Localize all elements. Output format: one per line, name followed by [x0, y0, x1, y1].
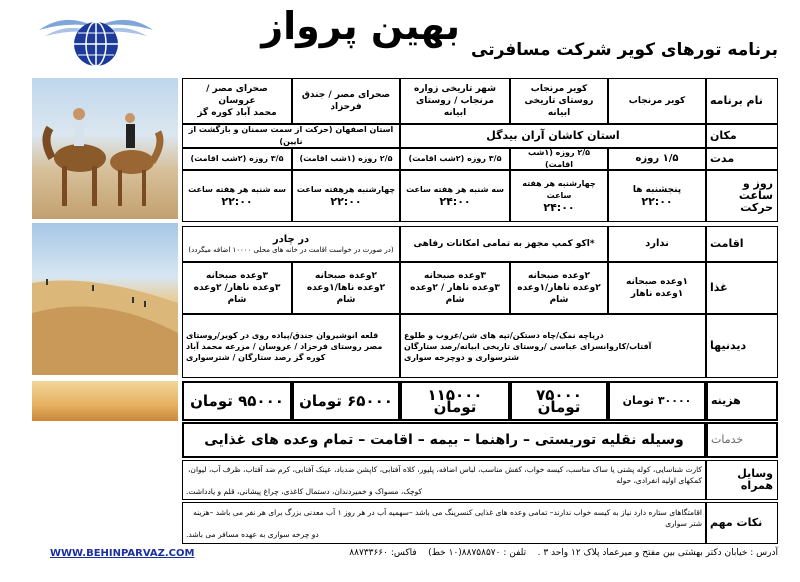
tour4-duration: ۲/۵ روزه (۱شب اقامت)	[292, 148, 400, 170]
sights-kashan: دریاچه نمک/چاه دستکن/تپه های شن/غروب و طلوع آفتاب/کاروانسرای عباسی /روستای تاریخی ابیانه/رصد ستارگان شترسواری و دوچرخه سواری	[400, 314, 706, 378]
tour4-depart: چهارشنبه هرهفته ساعت ۲۲:۰۰	[292, 170, 400, 222]
tour3-food: ۳وعده صبحانه ۳وعده ناهار / ۲وعده شام	[400, 262, 510, 314]
tour1-price: ۳۰۰۰۰ تومان	[608, 381, 706, 421]
tour5-duration: ۳/۵ روزه (۲شب اقامت)	[182, 148, 292, 170]
place-kashan: استان کاشان آران بیدگل	[400, 124, 706, 148]
tour3-price: ۱۱۵۰۰۰ تومان	[400, 381, 510, 421]
notes-text: اقامتگاهای ستاره دارد نیاز به کیسه خواب ندارند– تمامی وعده های غذایی کنسرینگ می باشد –سهمیه آب در هر روز ۱ آب معدنی بزرگ برای هر نفر می باشد –هزینه شتر سواری دو چرخه سواری به عهده مسافر می باشد.	[182, 502, 706, 544]
label-depart: روز و ساعت حرکت	[706, 170, 778, 222]
tour2-duration: ۲/۵ روزه (۱شب اقامت)	[510, 148, 608, 170]
fax: فاکس: ۸۸۷۳۳۶۶۰	[349, 548, 417, 558]
label-duration: مدت	[706, 148, 778, 170]
camel-icon	[32, 78, 178, 219]
phone: تلفن : ۸۸۷۵۸۵۷۰(۱۰ خط)	[428, 548, 527, 558]
website-link[interactable]: WWW.BEHINPARVAZ.COM	[50, 548, 195, 559]
label-food: غذا	[706, 262, 778, 314]
stay-none: ندارد	[608, 226, 706, 262]
stay-camp: *اکو کمپ مجهز به تمامی امکانات رفاهی	[400, 226, 608, 262]
tour3-name: شهر تاریخی زواره مرنجاب / روستای ابیانه	[400, 78, 510, 124]
services-text: وسیله نقلیه توریستی – راهنما – بیمه – اقامت – تمام وعده های غذایی	[182, 422, 706, 458]
tour3-depart: سه شنبه هر هفته ساعت ۲۴:۰۰	[400, 170, 510, 222]
label-cost: هزینه	[706, 381, 778, 421]
subtitle: برنامه تورهای کویر شرکت مسافرتی	[471, 40, 778, 60]
tour1-name: کویر مرنجاب	[608, 78, 706, 124]
tour4-name: صحرای مصر / جندق فرحزاد	[292, 78, 400, 124]
globe-plane-logo-icon	[35, 8, 157, 74]
contact-info	[349, 548, 778, 558]
tour3-duration: ۳/۵ روزه (۲شب اقامت)	[400, 148, 510, 170]
tour2-food: ۲وعده صبحانه ۲وعده ناهار/۱وعده شام	[510, 262, 608, 314]
tour5-name: صحرای مصر / عروسان محمد آباد کوره گز	[182, 78, 292, 124]
camel-photo	[32, 78, 178, 219]
label-notes: نکات مهم	[706, 502, 778, 544]
desert-strip-photo	[32, 381, 178, 421]
label-stay: اقامت	[706, 226, 778, 262]
sand-dune-icon	[32, 223, 178, 375]
stay-tent: در چادر (در صورت در خواست اقامت در خانه های محلی ۱۰۰۰۰ اضافه میگردد)	[182, 226, 400, 262]
tour2-name: کویر مرنجاب روستای تاریخی ابیانه	[510, 78, 608, 124]
sights-isfahan: قلعه انوشیروان جندق/پیاده روی در کویر/روستای مصر روستای فرحزاد / عروسان / مزرعه محمد آباد کوره گز رصد ستارگان / شترسواری	[182, 314, 400, 378]
tour-table-frame	[30, 78, 778, 544]
tour5-price: ۹۵۰۰۰ تومان	[182, 381, 292, 421]
brand-title: بهین پرواز	[261, 4, 460, 48]
label-services: خدمات	[706, 422, 778, 458]
tour1-food: ۱وعده صبحانه ۱وعده ناهار	[608, 262, 706, 314]
label-sights: دیدنیها	[706, 314, 778, 378]
header	[0, 0, 800, 78]
place-isfahan: استان اصفهان (حرکت از سمت سمنان و بازگشت از نایین)	[182, 124, 400, 148]
tour2-depart: چهارشنبه هر هفته ساعت ۲۴:۰۰	[510, 170, 608, 222]
label-gear: وسایل همراه	[706, 460, 778, 500]
tour5-depart: سه شنبه هر هفته ساعت ۲۲:۰۰	[182, 170, 292, 222]
tour-grid	[182, 78, 778, 544]
tour1-duration: ۱/۵ روزه	[608, 148, 706, 170]
footer	[0, 546, 800, 566]
label-place: مکان	[706, 124, 778, 148]
address: آدرس : خیابان دکتر بهشتی بین مفتح و میرعماد پلاک ۱۲ واحد ۳ .	[537, 548, 778, 558]
tour4-food: ۲وعده صبحانه ۲وعده ناها/۱وعده شام	[292, 262, 400, 314]
tour5-food: ۳وعده صبحانه ۳وعده ناهار/ ۲وعده شام	[182, 262, 292, 314]
tour1-depart: پنجشنبه ها ۲۲:۰۰	[608, 170, 706, 222]
gear-text: کارت شناسایی، کوله پشتی یا ساک مناسب، کیسه خواب، کفش مناسب، لباس اضافه، پلیور، کلاه آفتابی، کاپشن ضدباد، عینک آفتابی، کرم ضد آفتاب، ظرف آب، لیوان، کمکهای اولیه انفرادی، حوله کوچک، مسواک و خمیردندان، دستمال کاغذی، چراغ پیشانی، قلم و یادداشت.	[182, 460, 706, 500]
tour4-price: ۶۵۰۰۰ تومان	[292, 381, 400, 421]
label-program: نام برنامه	[706, 78, 778, 124]
tour2-price: ۷۵۰۰۰ تومان	[510, 381, 608, 421]
desert-dunes-photo	[32, 223, 178, 375]
